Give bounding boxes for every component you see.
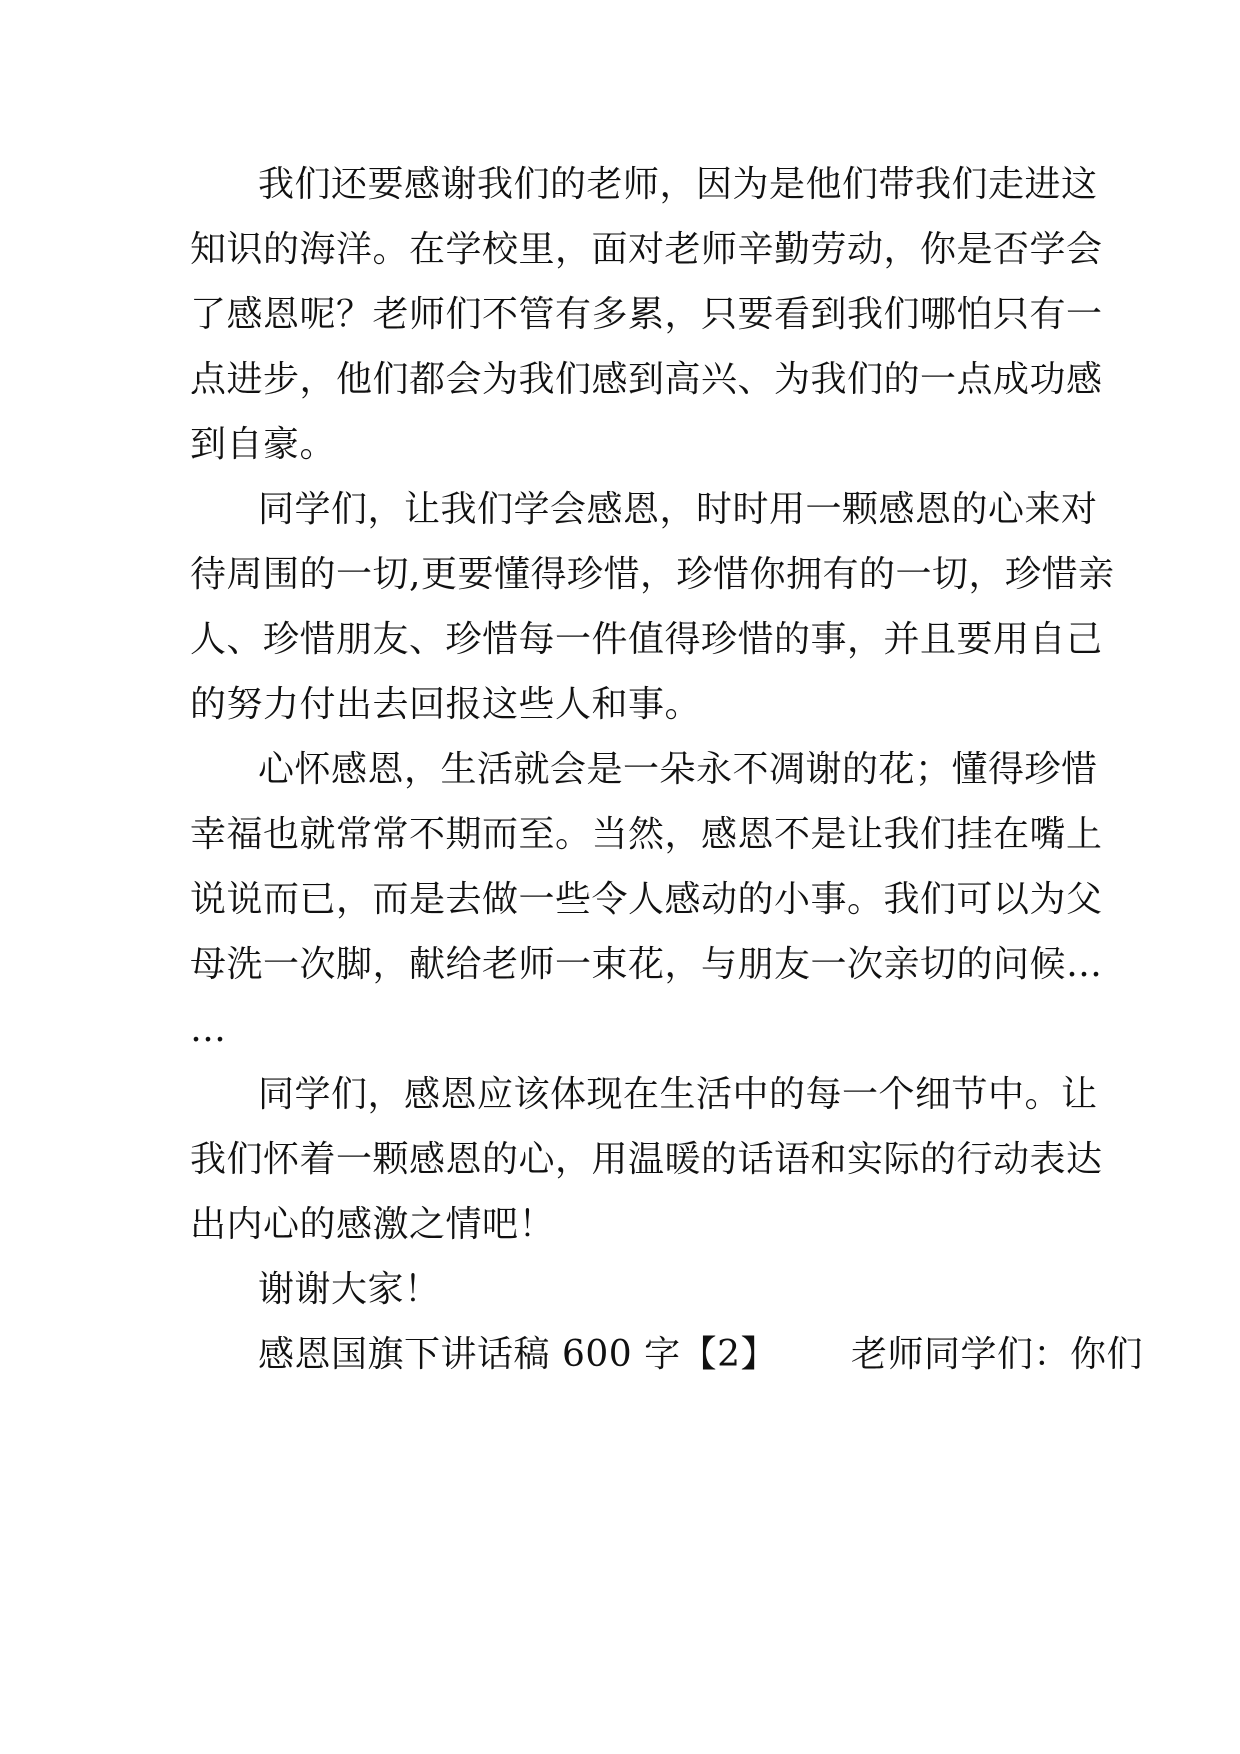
- paragraph-2-line-1: 同学们，让我们学会感恩，时时用一颗感恩的心来对: [258, 489, 1098, 530]
- paragraph-3-line-5: …: [190, 1009, 227, 1050]
- paragraph-1-line-3: 了感恩呢？老师们不管有多累，只要看到我们哪怕只有一: [190, 294, 1103, 335]
- paragraph-3-line-3: 说说而已，而是去做一些令人感动的小事。我们可以为父: [190, 879, 1103, 920]
- next-section-greeting: 老师同学们：你们: [851, 1334, 1144, 1375]
- paragraph-4-line-1: 同学们，感恩应该体现在生活中的每一个细节中。让: [258, 1074, 1098, 1115]
- paragraph-1-line-2: 知识的海洋。在学校里，面对老师辛勤劳动，你是否学会: [190, 229, 1103, 270]
- paragraph-1-line-1: 我们还要感谢我们的老师，因为是他们带我们走进这: [258, 164, 1098, 205]
- next-section-title: 感恩国旗下讲话稿 600 字【2】: [258, 1334, 778, 1375]
- closing-thanks: 谢谢大家！: [258, 1269, 441, 1310]
- paragraph-1-line-4: 点进步，他们都会为我们感到高兴、为我们的一点成功感: [190, 359, 1103, 400]
- paragraph-3-line-4: 母洗一次脚，献给老师一束花，与朋友一次亲切的问候…: [190, 944, 1103, 985]
- paragraph-2-line-2: 待周围的一切,更要懂得珍惜，珍惜你拥有的一切，珍惜亲: [190, 554, 1115, 595]
- paragraph-2-line-4: 的努力付出去回报这些人和事。: [190, 684, 702, 725]
- paragraph-1-line-5: 到自豪。: [190, 424, 337, 465]
- paragraph-3-line-1: 心怀感恩，生活就会是一朵永不凋谢的花；懂得珍惜: [258, 749, 1098, 790]
- paragraph-2-line-3: 人、珍惜朋友、珍惜每一件值得珍惜的事，并且要用自己: [190, 619, 1103, 660]
- paragraph-4-line-3: 出内心的感激之情吧！: [190, 1204, 556, 1245]
- paragraph-3-line-2: 幸福也就常常不期而至。当然，感恩不是让我们挂在嘴上: [190, 814, 1103, 855]
- next-section-line: [258, 1333, 1144, 1377]
- paragraph-4-line-2: 我们怀着一颗感恩的心，用温暖的话语和实际的行动表达: [190, 1139, 1103, 1180]
